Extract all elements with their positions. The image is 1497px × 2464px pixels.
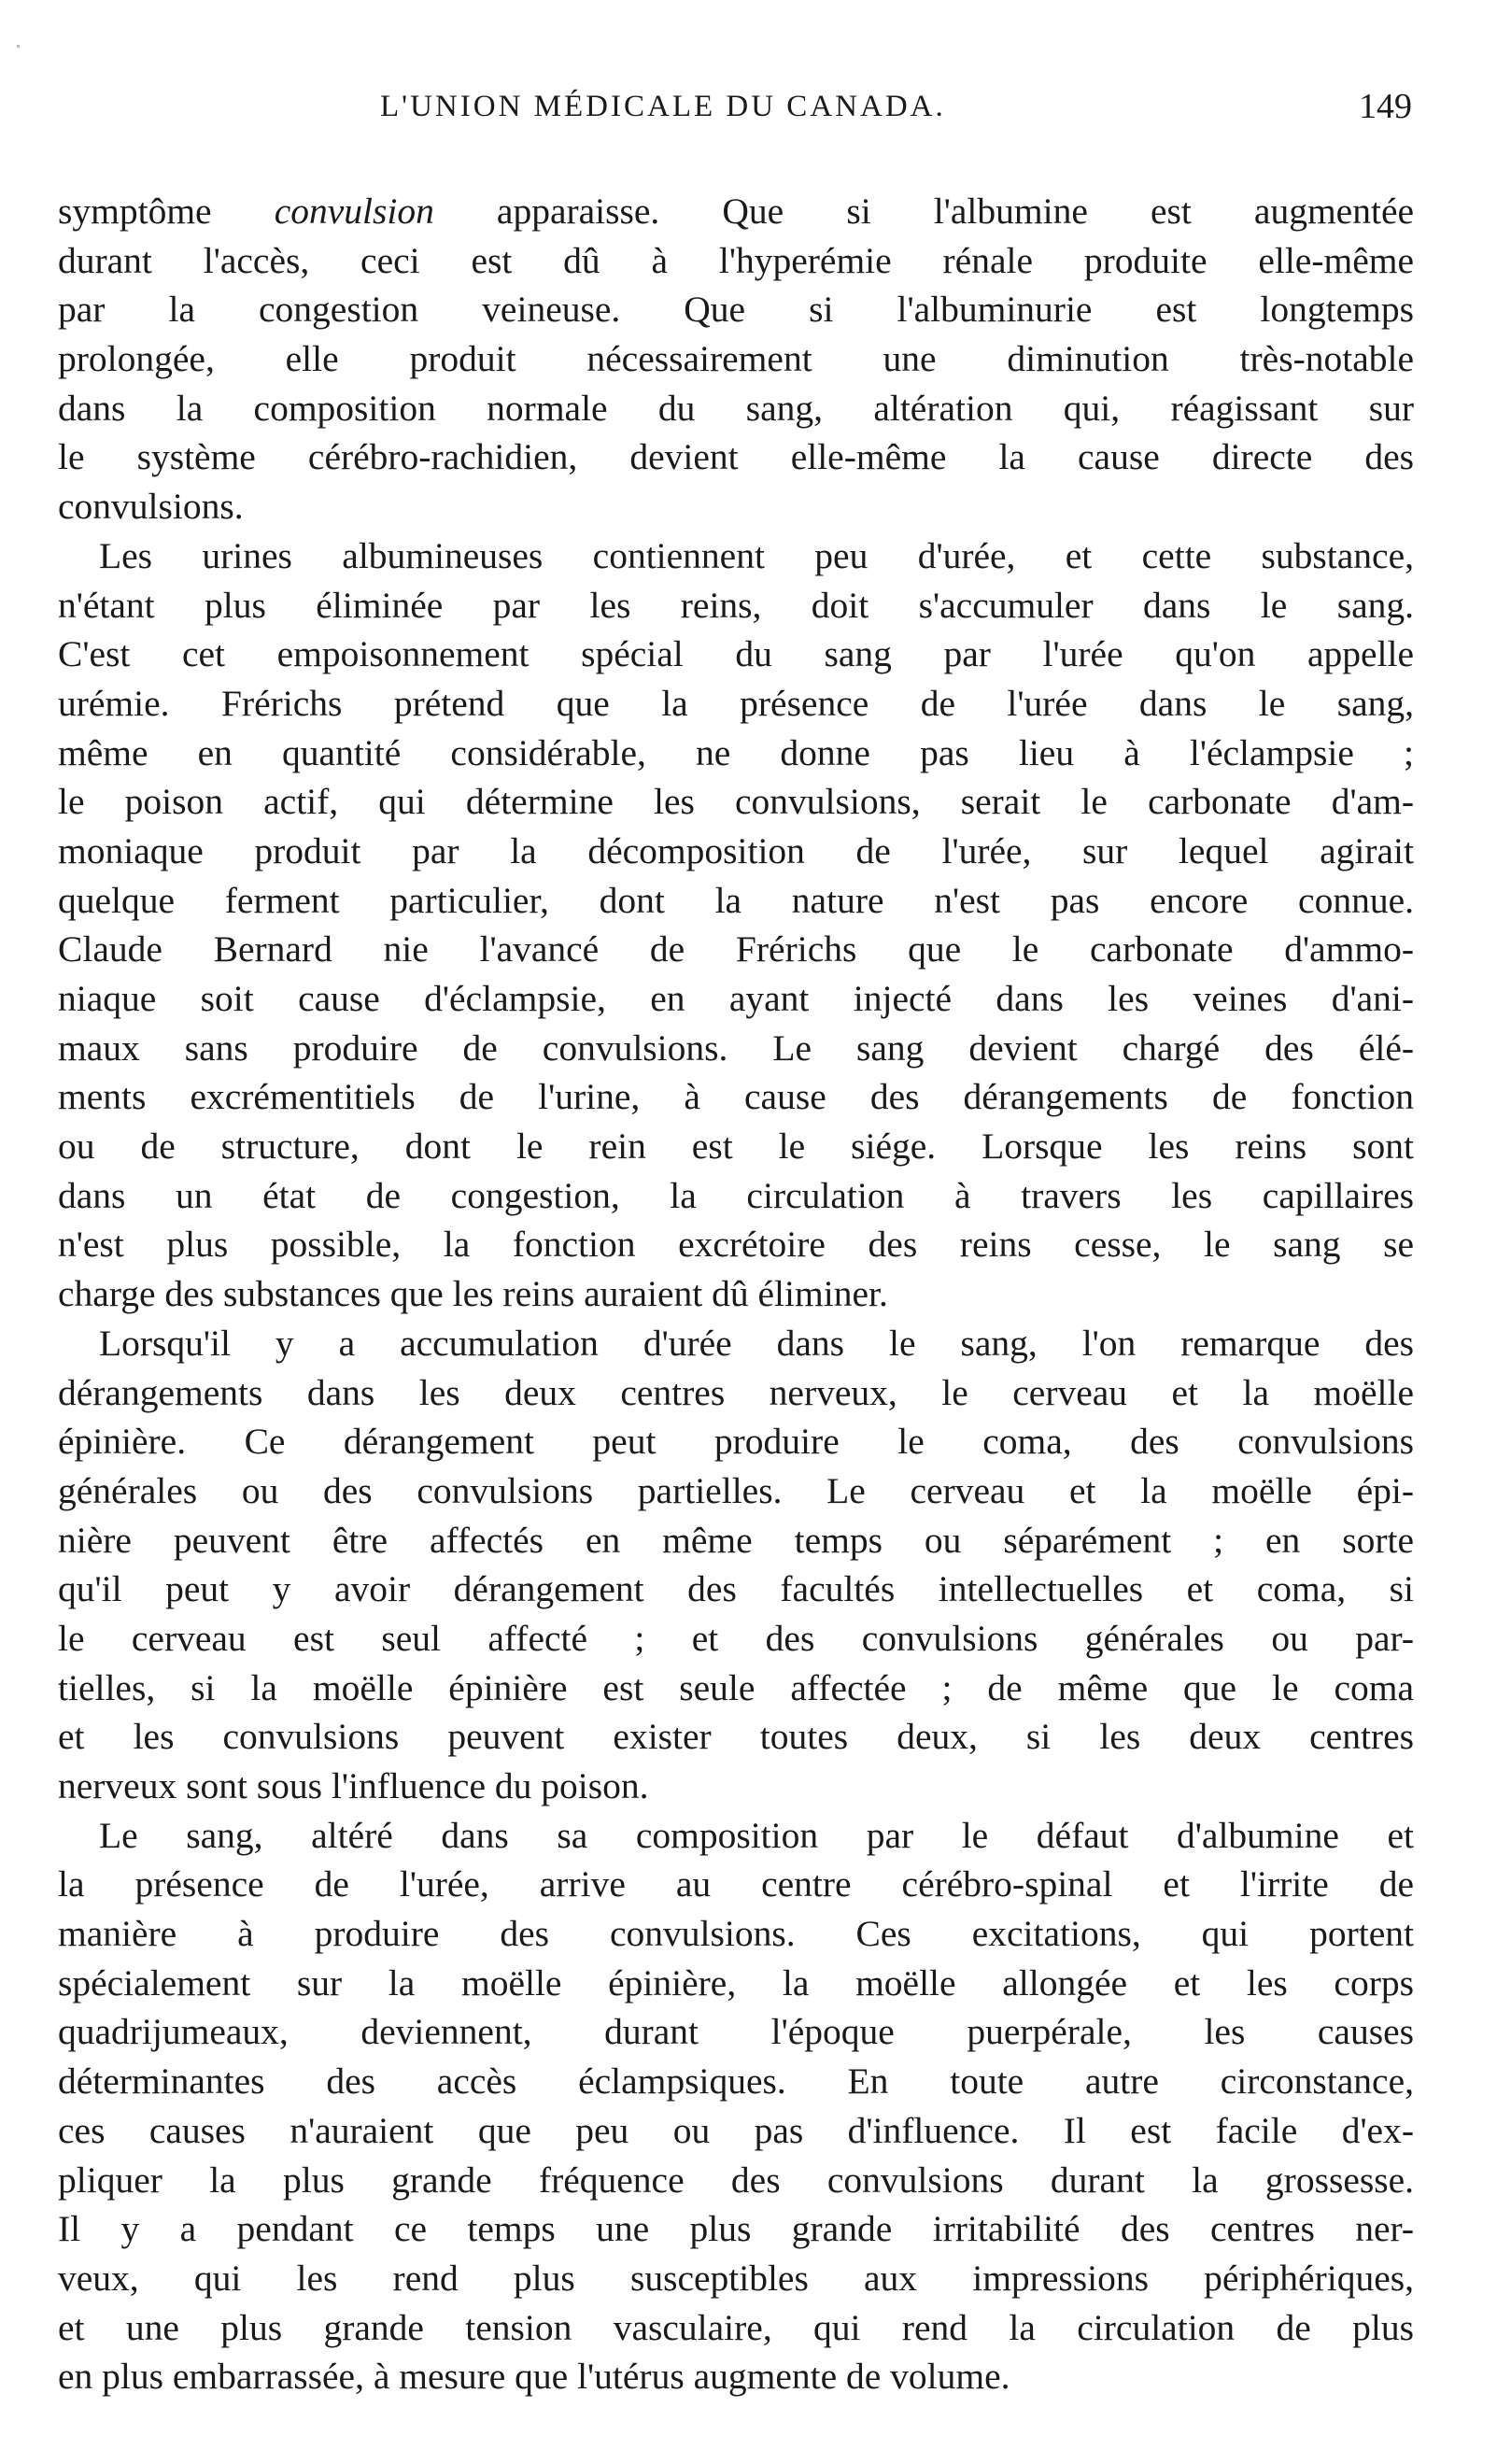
text-line: spécialement sur la moëlle épinière, la moëlle allongée et les corps	[58, 1961, 1414, 2004]
text-line: ou de structure, dont le rein est le siége. Lorsque les reins sont	[58, 1126, 1414, 1168]
text-line: quelque ferment particulier, dont la nature n'est pas encore connue.	[58, 879, 1414, 921]
text-line: dans la composition normale du sang, altération qui, réagissant sur	[58, 387, 1414, 429]
text-line: urémie. Frérichs prétend que la présence de l'urée dans le sang,	[58, 682, 1414, 724]
text-line: veux, qui les rend plus susceptibles aux impressions périphériques,	[58, 2257, 1414, 2299]
running-title: L'UNION MÉDICALE DU CANADA.	[380, 90, 946, 123]
text-line: le poison actif, qui détermine les convulsions, serait le carbonate d'am-	[58, 781, 1414, 823]
text-line: maux sans produire de convulsions. Le sang devient chargé des élé-	[58, 1027, 1414, 1069]
text-line: et les convulsions peuvent exister toutes deux, si les deux centres	[58, 1716, 1414, 1758]
text-line: quadrijumeaux, deviennent, durant l'époque puerpérale, les causes	[58, 2011, 1414, 2053]
text-line: Lorsqu'il y a accumulation d'urée dans le sang, l'on remarque des	[99, 1322, 1414, 1364]
text-segment: symptôme	[58, 191, 275, 232]
text-line: ces causes n'auraient que peu ou pas d'influence. Il est facile d'ex-	[58, 2109, 1414, 2151]
book-page	[58, 87, 1414, 2434]
text-line: le cerveau est seul affecté ; et des convulsions générales ou par-	[58, 1617, 1414, 1659]
text-line: Les urines albumineuses contiennent peu d'urée, et cette substance,	[99, 534, 1414, 576]
text-line: par la congestion veineuse. Que si l'albuminurie est longtemps	[58, 289, 1414, 331]
text-line: moniaque produit par la décomposition de l'urée, sur lequel agirait	[58, 829, 1414, 871]
text-line: le système cérébro-rachidien, devient elle-même la cause directe des	[58, 436, 1414, 478]
text-line: ments excrémentitiels de l'urine, à cause des dérangements de fonction	[58, 1076, 1414, 1118]
text-line: nière peuvent être affectés en même temps ou séparément ; en sorte	[58, 1519, 1414, 1561]
text-line: dans un état de congestion, la circulation à travers les capillaires	[58, 1174, 1414, 1216]
text-line: charge des substances que les reins auraient dû éliminer.	[58, 1273, 888, 1315]
italic-term: convulsion	[274, 191, 434, 232]
text-line: convulsions.	[58, 486, 244, 528]
page-number: 149	[1359, 87, 1412, 126]
text-line: durant l'accès, ceci est dû à l'hyperémie rénale produite elle-même	[58, 239, 1414, 281]
text-segment: apparaisse. Que si l'albumine est augmentée	[433, 191, 1414, 232]
text-line: générales ou des convulsions partielles. Le cerveau et la moëlle épi-	[58, 1469, 1414, 1511]
text-line: niaque soit cause d'éclampsie, en ayant injecté dans les veines d'ani-	[58, 978, 1414, 1019]
text-line: Claude Bernard nie l'avancé de Frérichs que le carbonate d'ammo-	[58, 928, 1414, 970]
text-line: dérangements dans les deux centres nerveux, le cerveau et la moëlle	[58, 1371, 1414, 1413]
text-line: tielles, si la moëlle épinière est seule affectée ; de même que le coma	[58, 1666, 1414, 1708]
text-line: et une plus grande tension vasculaire, qui rend la circulation de plus	[58, 2306, 1414, 2348]
text-line	[58, 187, 1414, 236]
body-text	[58, 187, 1414, 2401]
text-line: même en quantité considérable, ne donne pas lieu à l'éclampsie ;	[58, 731, 1414, 773]
text-line: prolongée, elle produit nécessairement une diminution très-notable	[58, 338, 1414, 380]
text-line: Il y a pendant ce temps une plus grande irritabilité des centres ner-	[58, 2208, 1414, 2250]
text-line: Le sang, altéré dans sa composition par le défaut d'albumine et	[99, 1814, 1414, 1856]
text-line: manière à produire des convulsions. Ces excitations, qui portent	[58, 1913, 1414, 1955]
text-line: qu'il peut y avoir dérangement des facultés intellectuelles et coma, si	[58, 1568, 1414, 1610]
text-line: déterminantes des accès éclampsiques. En toute autre circonstance,	[58, 2060, 1414, 2103]
text-line: nerveux sont sous l'influence du poison.	[58, 1765, 649, 1806]
scan-speck	[17, 45, 20, 48]
text-line: n'étant plus éliminée par les reins, doit s'accumuler dans le sang.	[58, 584, 1414, 626]
text-line: en plus embarrassée, à mesure que l'utérus augmente de volume.	[58, 2356, 1010, 2398]
page-header	[58, 87, 1414, 148]
text-line: C'est cet empoisonnement spécial du sang par l'urée qu'on appelle	[58, 633, 1414, 675]
text-line: n'est plus possible, la fonction excrétoire des reins cesse, le sang se	[58, 1224, 1414, 1266]
text-line: la présence de l'urée, arrive au centre cérébro-spinal et l'irrite de	[58, 1863, 1414, 1905]
text-line: pliquer la plus grande fréquence des convulsions durant la grossesse.	[58, 2159, 1414, 2201]
text-line: épinière. Ce dérangement peut produire le coma, des convulsions	[58, 1421, 1414, 1463]
